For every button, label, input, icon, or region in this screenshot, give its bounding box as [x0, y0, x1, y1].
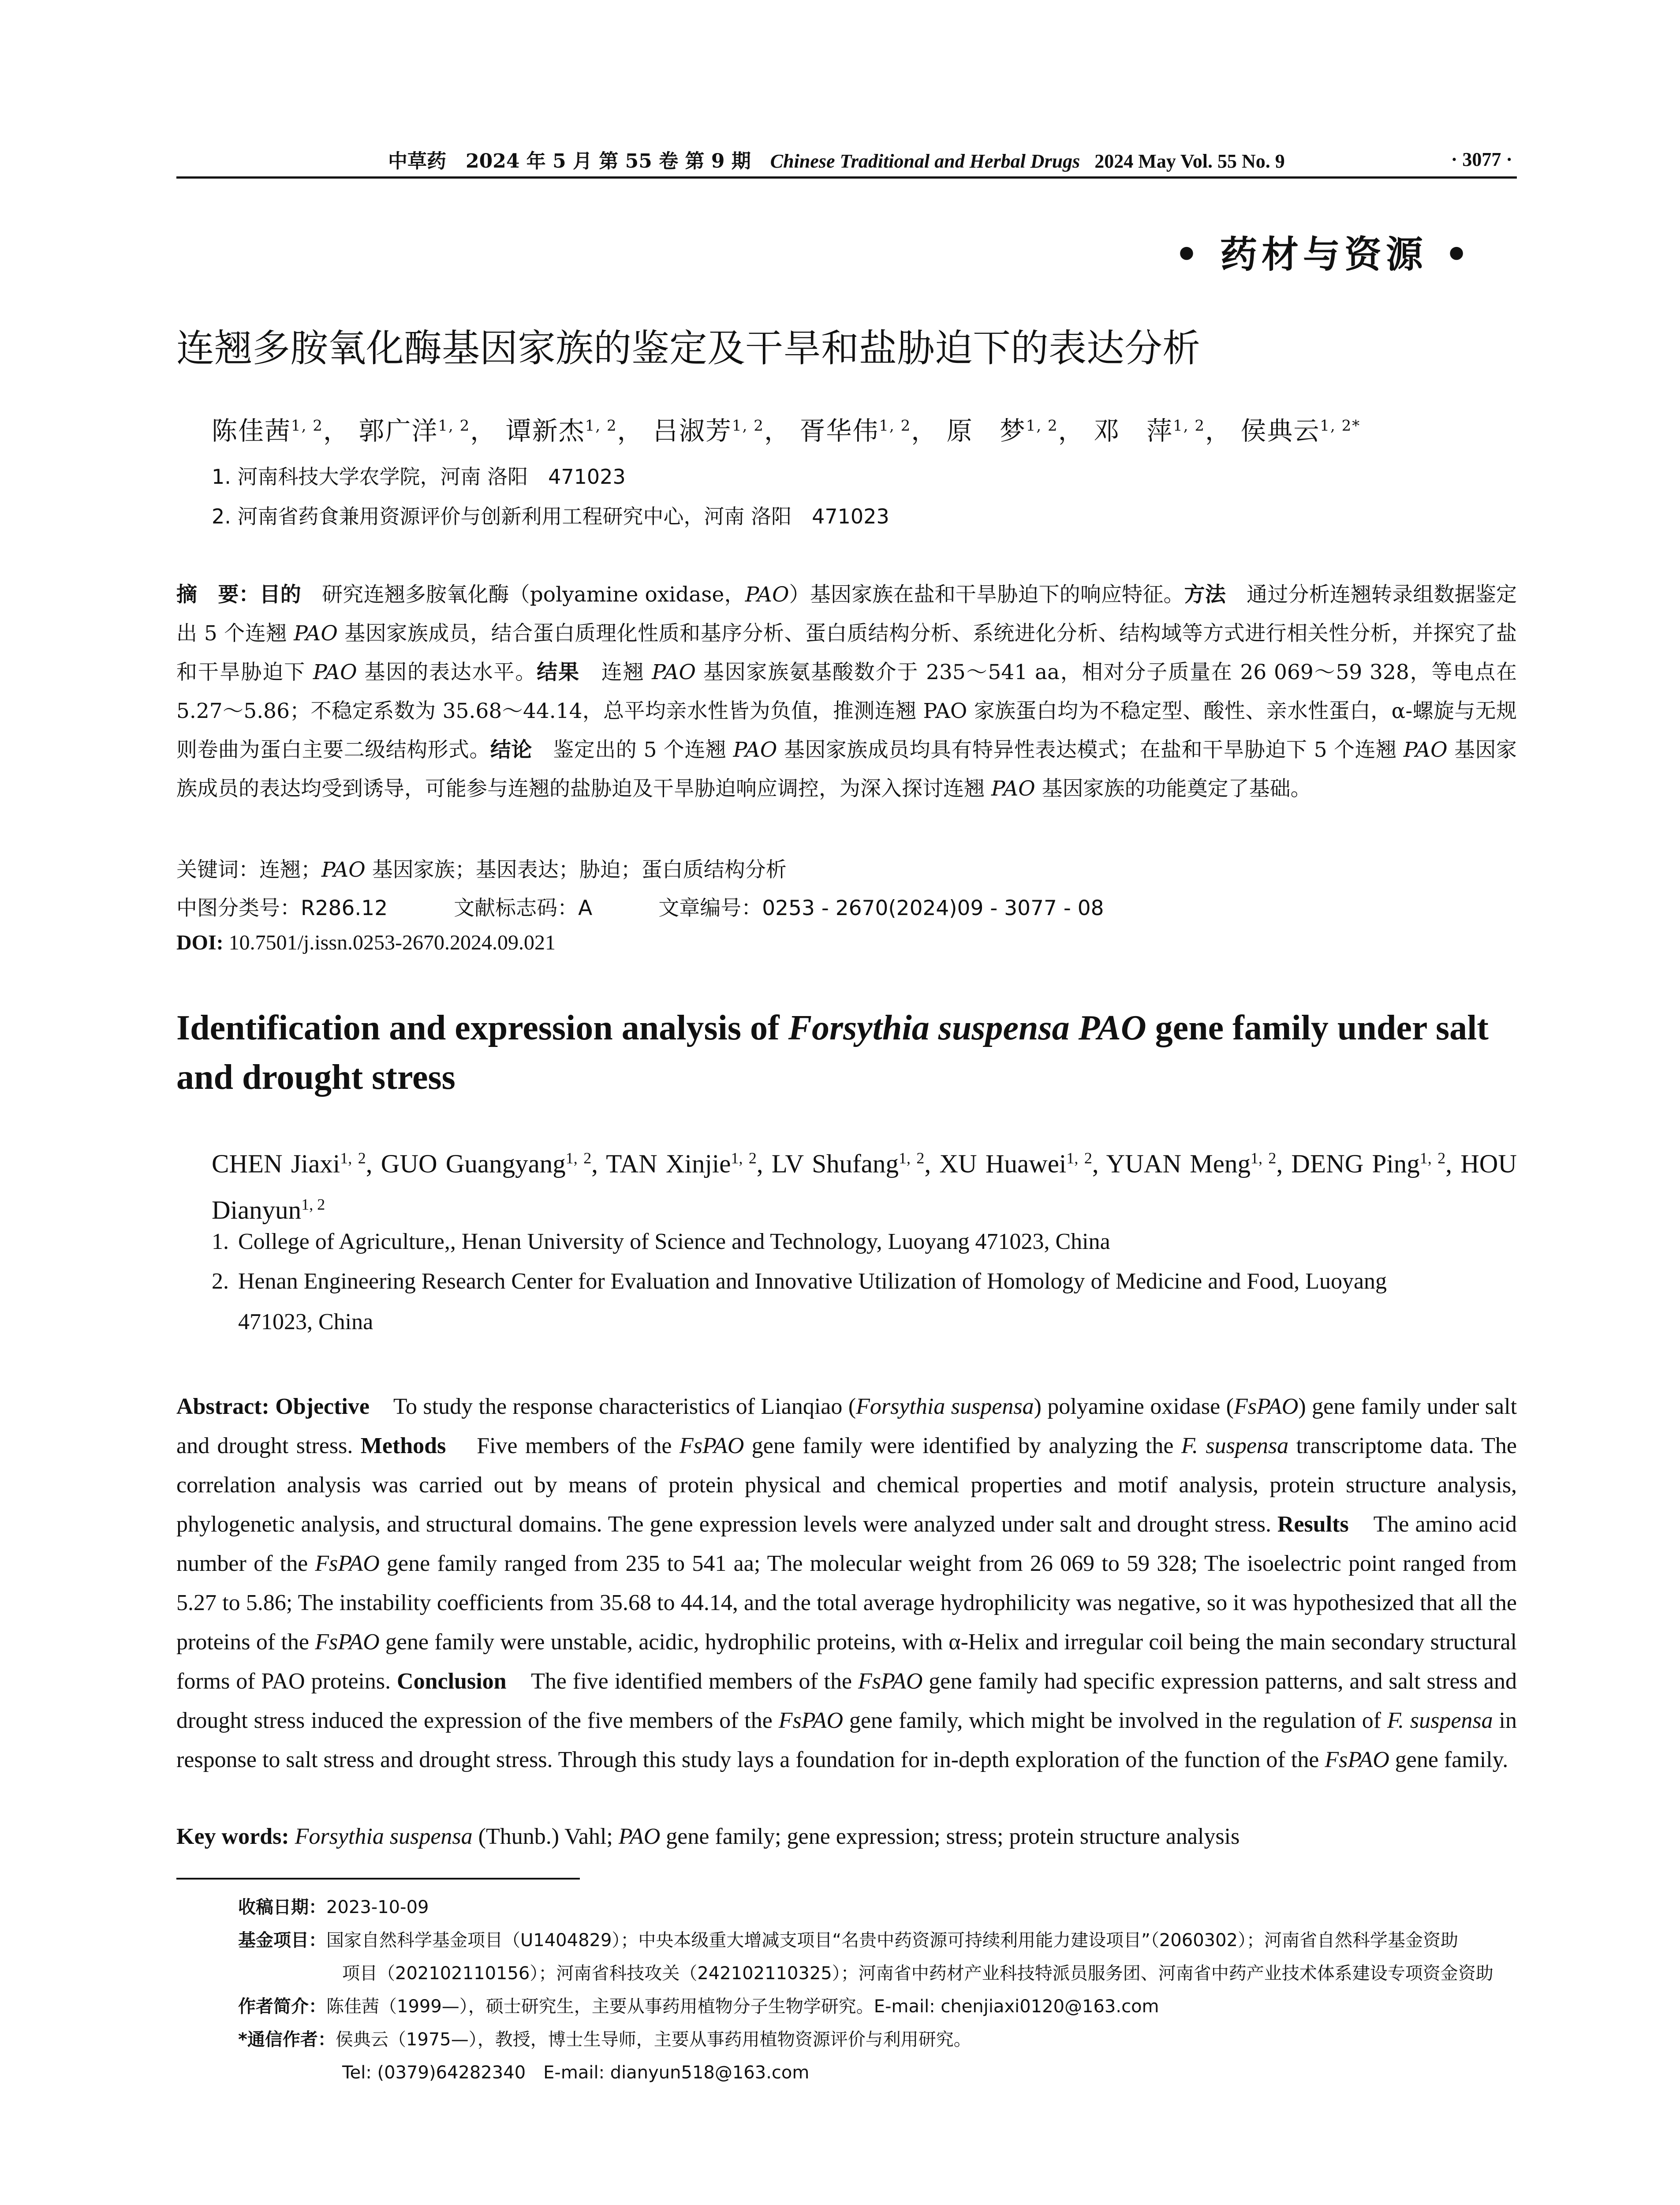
- author-affiliation-mark: 1, 2: [898, 1149, 925, 1167]
- affiliation-number: 1.: [212, 1229, 229, 1254]
- abstract-text: To study the response characteristics of Lianqiao (: [393, 1394, 856, 1419]
- footnote-text: 项目（202102110156）；河南省科技攻关（242102110325）；河南省中药材产业科技特派员服务团、河南省中药产业技术体系建设专项资金资助: [342, 1963, 1493, 1984]
- objective-label: 目的: [259, 583, 301, 607]
- author-separator: ,: [591, 1149, 606, 1178]
- section-heading: • 药材与资源 •: [1175, 232, 1473, 276]
- author-name: LV Shufang: [771, 1149, 899, 1178]
- abstract-text: 连翘: [601, 660, 652, 684]
- footnote-rule: [176, 1878, 580, 1880]
- keywords-label: Key words:: [176, 1824, 295, 1849]
- abstract-text: 通过分析连翘转录组数据鉴定出 5 个连翘: [176, 583, 1517, 646]
- running-header: [176, 143, 1517, 175]
- title-text: Identification and expression analysis of: [176, 1009, 788, 1047]
- author-affiliation-mark: 1, 2: [732, 417, 764, 435]
- footnote-label: 收稿日期：: [238, 1897, 326, 1917]
- footnote-label: 基金项目：: [238, 1930, 326, 1951]
- gene-name: FsPAO: [778, 1708, 844, 1733]
- conclusion-label: 结论: [490, 738, 532, 762]
- abstract-text: gene family ranged from 235 to 541 aa; The molecular weight from 26 069 to 59 328; The isoelectric point ranged from 5.27 to 5.86; The instability coefficients from 35.68 to 44.14, and the total average hydrophilicity was negative, so it was hypothesized that all the proteins of the: [176, 1551, 1517, 1655]
- author-affiliation-mark: 1, 2: [731, 1149, 757, 1167]
- page-number: · 3077 ·: [1451, 148, 1512, 170]
- footnote-label: *通信作者：: [238, 2029, 336, 2050]
- affiliation-number: 2.: [212, 1269, 229, 1294]
- author-separator: ,: [756, 1149, 772, 1178]
- abstract-text: Five members of the: [477, 1433, 679, 1458]
- abstract-text: ）基因家族在盐和干旱胁迫下的响应特征。: [789, 583, 1184, 607]
- title-species: Forsythia suspensa PAO: [788, 1009, 1146, 1047]
- chinese-affiliation-1: 1. 河南科技大学农学院，河南 洛阳 471023: [212, 465, 626, 489]
- author-affiliation-mark: 1, 2: [1173, 417, 1205, 435]
- abstract-text: ) gene family under salt and drought stress.: [176, 1394, 1517, 1458]
- header-rule: [176, 176, 1517, 179]
- affiliation-text: Henan Engineering Research Center for Evaluation and Innovative Utilization of Homology of Medicine and Food, Luoyang: [238, 1269, 1387, 1294]
- footnote-text: 国家自然科学基金项目（U1404829）；中央本级重大增减支项目“名贵中药资源可持续利用能力建设项目”（2060302）；河南省自然科学基金资助: [326, 1930, 1459, 1951]
- abstract-text: gene family.: [1389, 1747, 1508, 1772]
- gene-name: FsPAO: [858, 1669, 923, 1694]
- author-name: 胥华伟: [799, 416, 879, 446]
- abstract-text: transcriptome data. The correlation analysis was carried out by means of protein physical and chemical properties and motif analysis, protein structure analysis, phylogenetic analysis, and structural domains. The gene expression levels were analyzed under salt and drought stress.: [176, 1433, 1517, 1537]
- abstract-text: gene family were unstable, acidic, hydrophilic proteins, with α-Helix and irregular coil being the main secondary structural forms of PAO proteins.: [176, 1629, 1517, 1694]
- doi-line: [176, 931, 556, 955]
- species-name: Forsythia suspensa: [856, 1394, 1034, 1419]
- keywords-text: (Thunb.) Vahl;: [472, 1824, 619, 1849]
- results-label: Results: [1277, 1512, 1349, 1537]
- english-title: [176, 1003, 1517, 1102]
- author-affiliation-mark: 1, 2: [565, 1149, 592, 1167]
- author-name: 原 梦: [946, 416, 1026, 446]
- abstract-text: 鉴定出的 5 个连翘: [553, 738, 733, 762]
- gene-name: PAO: [652, 660, 696, 684]
- author-affiliation-mark: 1, 2: [879, 417, 911, 435]
- article-number: 文章编号：0253 - 2670(2024)09 - 3077 - 08: [658, 896, 1104, 920]
- author-affiliation-mark: 1, 2: [1026, 417, 1058, 435]
- abstract-text: 基因家族氨基酸数介于 235～541 aa，相对分子质量在 26 069～59 328，等电点在 5.27～5.86；不稳定系数为 35.68～44.14，总平均亲水性皆为负值，推测连翘 PAO 家族蛋白均为不稳定型、酸性、亲水性蛋白，α-螺旋与无规则卷曲为蛋白主要二级结构形式。: [176, 660, 1517, 762]
- abstract-label: 摘 要：: [176, 583, 260, 607]
- author-name: 吕淑芳: [653, 416, 732, 446]
- english-authors: [212, 1138, 1517, 1230]
- keywords-text: 基因家族；基因表达；胁迫；蛋白质结构分析: [365, 858, 787, 882]
- affiliation-text: 471023, China: [238, 1309, 373, 1334]
- keywords-text: gene family; gene expression; stress; protein structure analysis: [660, 1824, 1240, 1849]
- footnote-text: 陈佳茜（1999—），硕士研究生，主要从事药用植物分子生物学研究。E-mail: chenjiaxi0120@163.com: [326, 1996, 1159, 2017]
- classification-line: [176, 892, 1517, 921]
- doi-link[interactable]: 10.7501/j.issn.0253-2670.2024.09.021: [223, 931, 556, 954]
- author-name: CHEN Jiaxi: [212, 1149, 340, 1178]
- journal-line: [388, 145, 1285, 173]
- author-name: 谭新杰: [505, 416, 585, 446]
- author-name: GUO Guangyang: [381, 1149, 566, 1178]
- chinese-title: 连翘多胺氧化酶基因家族的鉴定及干旱和盐胁迫下的表达分析: [176, 326, 1200, 370]
- author-affiliation-mark: 1, 2: [301, 1195, 325, 1213]
- english-abstract: [176, 1387, 1517, 1779]
- gene-name: PAO: [313, 660, 357, 684]
- gene-name: PAO: [1403, 738, 1448, 762]
- author-name: YUAN Meng: [1106, 1149, 1251, 1178]
- gene-name: PAO: [733, 738, 777, 762]
- abstract-text: gene family were identified by analyzing the: [744, 1433, 1181, 1458]
- species-name: F. suspensa: [1181, 1433, 1289, 1458]
- abstract-text: 基因家族成员均具有特异性表达模式；在盐和干旱胁迫下 5 个连翘: [777, 738, 1404, 762]
- journal-name-cn: 中草药: [388, 150, 446, 172]
- author-name: HOU Dianyun: [212, 1149, 1517, 1225]
- gene-name: PAO: [745, 583, 789, 607]
- author-name: 侯典云: [1240, 416, 1320, 446]
- gene-name: PAO: [991, 777, 1035, 801]
- author-affiliation-mark: 1, 2: [340, 1149, 366, 1167]
- abstract-text: 基因家族的功能奠定了基础。: [1035, 777, 1311, 801]
- author-affiliation-mark: 1, 2: [585, 417, 617, 435]
- author-separator: ,: [366, 1149, 381, 1178]
- footnote-corresponding: [238, 2023, 1517, 2089]
- footnote-author: [238, 1990, 1517, 2023]
- gene-name: FsPAO: [315, 1551, 380, 1576]
- keywords-label: 关键词：: [176, 858, 259, 882]
- gene-name: FsPAO: [1233, 1394, 1299, 1419]
- author-name: 郭广洋: [358, 416, 438, 446]
- footnote-label: 作者简介：: [238, 1996, 326, 2017]
- title-text: gene family under salt and drought stress: [176, 1009, 1489, 1097]
- gene-name: FsPAO: [315, 1629, 380, 1655]
- footnote-funding: [238, 1924, 1517, 1990]
- abstract-text: gene family had specific expression patterns, and salt stress and drought stress induced the expression of the five members of the: [176, 1669, 1517, 1733]
- gene-name: FsPAO: [1325, 1747, 1389, 1772]
- keywords-text: 连翘；: [259, 858, 321, 882]
- footnote-contact: Tel: (0379)64282340 E-mail: dianyun518@163.com: [342, 2063, 810, 2083]
- author-separator: ,: [1276, 1149, 1292, 1178]
- journal-name-en: Chinese Traditional and Herbal Drugs: [770, 150, 1080, 172]
- doi-label: DOI:: [176, 931, 224, 954]
- gene-name: PAO: [294, 621, 338, 646]
- english-affiliation-2: [212, 1261, 1517, 1342]
- english-affiliation-1: [212, 1222, 1517, 1262]
- author-separator: ,: [924, 1149, 940, 1178]
- issue-cn: 2024 年 5 月 第 55 卷 第 9 期: [466, 150, 751, 172]
- classification-number: 中图分类号：R286.12: [176, 896, 388, 920]
- methods-label: Methods: [360, 1433, 446, 1458]
- author-name: DENG Ping: [1291, 1149, 1420, 1178]
- abstract-text: 研究连翘多胺氧化酶（polyamine oxidase，: [322, 583, 745, 607]
- chinese-keywords: [176, 853, 1517, 883]
- affiliation-text: College of Agriculture,, Henan University of Science and Technology, Luoyang 471023, China: [238, 1229, 1110, 1254]
- author-name: XU Huawei: [939, 1149, 1067, 1178]
- abstract-text: 基因家族成员，结合蛋白质理化性质和基序分析、蛋白质结构分析、系统进化分析、结构域等方式进行相关性分析，并探究了盐和干旱胁迫下: [176, 621, 1517, 684]
- author-affiliation-mark: 1, 2: [1250, 1149, 1277, 1167]
- author-affiliation-mark: 1, 2: [438, 417, 470, 435]
- footnote-received: [238, 1891, 1517, 1924]
- abstract-text: ) polyamine oxidase (: [1034, 1394, 1234, 1419]
- english-keywords: [176, 1824, 1517, 1850]
- author-separator: ,: [1092, 1149, 1106, 1178]
- gene-name: PAO: [618, 1824, 661, 1849]
- abstract-text: 基因家族成员的表达均受到诱导，可能参与连翘的盐胁迫及干旱胁迫响应调控，为深入探讨连翘: [176, 738, 1517, 801]
- author-name: 邓 萍: [1094, 416, 1173, 446]
- abstract-text: The amino acid number of the: [176, 1512, 1517, 1576]
- abstract-text: 基因的表达水平。: [357, 660, 537, 684]
- abstract-text: in response to salt stress and drought stress. Through this study lays a foundation for in-depth exploration of the function of the: [176, 1708, 1517, 1772]
- chinese-authors: 陈佳茜$^{1, 2}$， 郭广洋$^{1, 2}$， 谭新杰$^{1, 2}$， 吕淑芳$^{1, 2}$， 胥华伟$^{1, 2}$， 原 梦$^{1, 2}$， 邓 萍$^{1, 2}$， 侯典云$^{1, 2*}$: [212, 416, 1361, 446]
- methods-label: 方法: [1184, 583, 1226, 607]
- results-label: 结果: [537, 660, 580, 684]
- author-affiliation-mark: 1, 2*: [1320, 417, 1361, 435]
- author-name: 陈佳茜: [212, 416, 291, 446]
- document-code: 文献标志码：A: [454, 896, 593, 920]
- author-affiliation-mark: 1, 2: [1066, 1149, 1092, 1167]
- author-affiliation-mark: 1, 2: [1419, 1149, 1446, 1167]
- chinese-affiliation-2: 2. 河南省药食兼用资源评价与创新利用工程研究中心，河南 洛阳 471023: [212, 505, 889, 528]
- species-name: Forsythia suspensa: [295, 1824, 473, 1849]
- author-affiliation-mark: 1, 2: [291, 417, 323, 435]
- conclusion-label: Conclusion: [397, 1669, 507, 1694]
- author-name: TAN Xinjie: [606, 1149, 731, 1178]
- issue-en: 2024 May Vol. 55 No. 9: [1094, 150, 1285, 172]
- author-separator: ,: [1445, 1149, 1461, 1178]
- chinese-abstract: [176, 576, 1517, 808]
- abstract-text: The five identified members of the: [531, 1669, 858, 1694]
- gene-name: FsPAO: [679, 1433, 744, 1458]
- footnote-text: 2023-10-09: [326, 1897, 429, 1917]
- abstract-text: gene family, which might be involved in the regulation of: [843, 1708, 1387, 1733]
- gene-name: PAO: [321, 858, 366, 882]
- species-name: F. suspensa: [1387, 1708, 1493, 1733]
- objective-label: Abstract: Objective: [176, 1394, 370, 1419]
- footnote-text: 侯典云（1975—），教授，博士生导师，主要从事药用植物资源评价与利用研究。: [335, 2029, 971, 2050]
